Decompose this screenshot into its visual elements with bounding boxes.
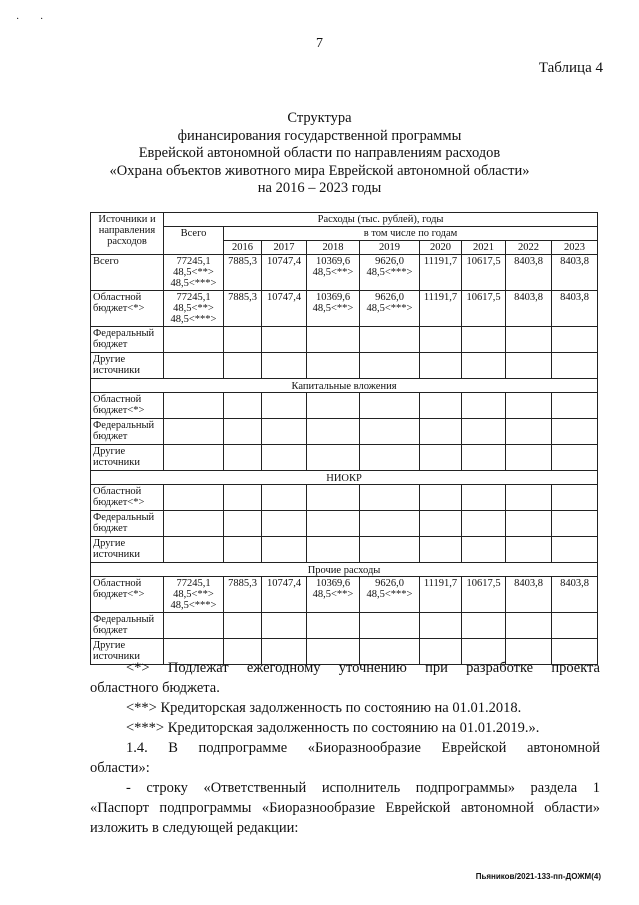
year-value-cell [420, 419, 462, 445]
table-label: Таблица 4 [538, 60, 603, 76]
header-text: расходов [107, 236, 147, 247]
cell-line: 10747,4 [266, 292, 302, 303]
year-value-cell [420, 577, 462, 613]
year-value-cell [462, 291, 506, 327]
cell-line: 48,5<***> [366, 589, 413, 600]
year-header: 2021 [462, 241, 506, 255]
table-row [91, 291, 598, 327]
cell-line: бюджет [93, 625, 128, 636]
total-cell [164, 255, 224, 291]
cell-line: 9626,0 [375, 578, 404, 589]
cell-line: 10369,6 [315, 578, 351, 589]
cell-line: 7885,3 [228, 256, 257, 267]
year-value-cell [360, 255, 420, 291]
year-header: 2018 [307, 241, 360, 255]
year-value-cell [224, 419, 262, 445]
cell-line: 48,5<**> [173, 589, 214, 600]
year-value-cell [307, 445, 360, 471]
total-cell [164, 353, 224, 379]
year-value-cell [307, 255, 360, 291]
year-value-cell [360, 511, 420, 537]
year-header: 2020 [420, 241, 462, 255]
cell-line: 11191,7 [423, 256, 458, 267]
cell-line: 11191,7 [423, 578, 458, 589]
year-value-cell [506, 353, 552, 379]
corner-mark: · [40, 14, 44, 25]
table-row [91, 577, 598, 613]
year-value-cell [506, 445, 552, 471]
cell-line: Областной [93, 578, 142, 589]
year-value-cell [224, 537, 262, 563]
cell-line: источники [93, 365, 140, 376]
total-cell [164, 613, 224, 639]
year-value-cell [262, 327, 307, 353]
row-label [91, 353, 164, 379]
row-label [91, 537, 164, 563]
year-value-cell [360, 419, 420, 445]
table-row [91, 327, 598, 353]
table-row [91, 255, 598, 291]
title-line: Еврейской автономной области по направлениям расходов [138, 145, 501, 161]
year-value-cell [506, 291, 552, 327]
cell-line: Федеральный [93, 420, 155, 431]
cell-line: 48,5<***> [366, 267, 413, 278]
notes-block [90, 658, 600, 838]
year-value-cell [262, 393, 307, 419]
year-header: 2023 [552, 241, 598, 255]
header-total: Всего [164, 227, 224, 255]
year-value-cell [360, 537, 420, 563]
title-line: на 2016 – 2023 годы [257, 180, 382, 196]
total-cell [164, 511, 224, 537]
year-value-cell [420, 511, 462, 537]
year-value-cell [224, 255, 262, 291]
year-value-cell [262, 419, 307, 445]
year-header: 2019 [360, 241, 420, 255]
year-value-cell [552, 327, 598, 353]
year-value-cell [462, 537, 506, 563]
section-title: Прочие расходы [91, 563, 598, 577]
section-title: НИОКР [91, 471, 598, 485]
year-value-cell [420, 485, 462, 511]
year-value-cell [506, 393, 552, 419]
year-value-cell [262, 613, 307, 639]
cell-line: 10617,5 [466, 292, 501, 303]
year-value-cell [552, 291, 598, 327]
cell-line: 8403,8 [560, 578, 589, 589]
cell-line: 48,5<**> [173, 303, 214, 314]
cell-line: 7885,3 [228, 578, 257, 589]
year-value-cell [506, 511, 552, 537]
cell-line: 48,5<***> [366, 303, 413, 314]
cell-line: 8403,8 [514, 578, 543, 589]
header-source [91, 213, 164, 255]
year-value-cell [506, 327, 552, 353]
cell-line: 48,5<***> [170, 600, 217, 611]
cell-line: бюджет [93, 339, 128, 350]
year-value-cell [552, 613, 598, 639]
row-label [91, 255, 164, 291]
table-row [91, 353, 598, 379]
year-value-cell [552, 445, 598, 471]
cell-line: источники [93, 651, 140, 662]
cell-line: 11191,7 [423, 292, 458, 303]
row-label [91, 327, 164, 353]
cell-line: источники [93, 549, 140, 560]
paragraph-text: области»: [90, 760, 150, 776]
year-header: 2016 [224, 241, 262, 255]
paragraph-text: «Паспорт подпрограммы «Биоразнообразие Еврейской автономной области» [90, 800, 600, 816]
year-value-cell [420, 353, 462, 379]
year-value-cell [224, 353, 262, 379]
row-label [91, 613, 164, 639]
header-text: Источники и [98, 214, 156, 225]
paragraph-text: - строку «Ответственный исполнитель подпрограммы» раздела 1 [126, 780, 600, 796]
cell-line: 9626,0 [375, 292, 404, 303]
table-row [91, 511, 598, 537]
year-value-cell [262, 353, 307, 379]
year-value-cell [552, 419, 598, 445]
cell-line: 48,5<**> [312, 267, 354, 278]
cell-line: Областной [93, 394, 142, 405]
note-text: <**> Кредиторская задолженность по состоянию на 01.01.2018. [126, 700, 522, 716]
year-value-cell [420, 393, 462, 419]
year-value-cell [307, 327, 360, 353]
year-value-cell [262, 537, 307, 563]
note-text: <***> Кредиторская задолженность по состоянию на 01.01.2019.». [126, 720, 540, 736]
year-value-cell [506, 537, 552, 563]
table-row [91, 613, 598, 639]
total-cell [164, 445, 224, 471]
year-value-cell [420, 537, 462, 563]
cell-line: 10369,6 [315, 256, 351, 267]
year-value-cell [552, 255, 598, 291]
total-cell [164, 327, 224, 353]
cell-line: 10617,5 [466, 256, 501, 267]
year-value-cell [307, 613, 360, 639]
cell-line: 10369,6 [315, 292, 351, 303]
year-value-cell [262, 291, 307, 327]
cell-line: Другие [93, 354, 126, 365]
cell-line: 48,5<**> [173, 267, 214, 278]
cell-line: 8403,8 [560, 292, 589, 303]
year-value-cell [360, 353, 420, 379]
cell-line: 10747,4 [266, 256, 302, 267]
cell-line: Всего [93, 256, 119, 267]
year-value-cell [360, 291, 420, 327]
year-value-cell [420, 445, 462, 471]
cell-line: Областной [93, 486, 142, 497]
cell-line: бюджет<*> [93, 497, 145, 508]
year-value-cell [224, 511, 262, 537]
year-value-cell [307, 537, 360, 563]
table-row [91, 445, 598, 471]
year-value-cell [360, 485, 420, 511]
year-value-cell [307, 577, 360, 613]
year-value-cell [506, 613, 552, 639]
corner-mark: · [16, 14, 20, 25]
cell-line: бюджет<*> [93, 303, 145, 314]
cell-line: Другие [93, 640, 126, 651]
year-value-cell [307, 353, 360, 379]
year-value-cell [462, 577, 506, 613]
total-cell [164, 393, 224, 419]
table-row [91, 537, 598, 563]
year-value-cell [360, 577, 420, 613]
year-value-cell [420, 613, 462, 639]
year-value-cell [262, 485, 307, 511]
cell-line: Областной [93, 292, 142, 303]
year-value-cell [462, 327, 506, 353]
year-value-cell [307, 393, 360, 419]
cell-line: 48,5<***> [170, 314, 217, 325]
year-value-cell [552, 577, 598, 613]
financing-table [90, 212, 598, 665]
cell-line: 77245,1 [176, 292, 211, 303]
year-value-cell [307, 419, 360, 445]
year-value-cell [462, 485, 506, 511]
document-code: Пьяников/2021-133-пп-ДОЖМ(4) [475, 872, 601, 881]
row-label [91, 445, 164, 471]
cell-line: 8403,8 [560, 256, 589, 267]
year-value-cell [462, 255, 506, 291]
row-label [91, 419, 164, 445]
note-text: областного бюджета. [90, 680, 220, 696]
year-value-cell [462, 613, 506, 639]
section-title-row [91, 379, 598, 393]
section-title-row [91, 563, 598, 577]
year-value-cell [224, 393, 262, 419]
table-row [91, 419, 598, 445]
year-value-cell [307, 291, 360, 327]
cell-line: 48,5<**> [312, 303, 354, 314]
cell-line: бюджет [93, 523, 128, 534]
cell-line: 77245,1 [176, 578, 211, 589]
year-value-cell [552, 537, 598, 563]
year-value-cell [262, 445, 307, 471]
cell-line: Федеральный [93, 614, 155, 625]
year-value-cell [262, 255, 307, 291]
cell-line: 77245,1 [176, 256, 211, 267]
title-line: Структура [287, 110, 352, 126]
year-value-cell [224, 291, 262, 327]
year-value-cell [420, 291, 462, 327]
row-label [91, 291, 164, 327]
year-value-cell [224, 577, 262, 613]
cell-line: Федеральный [93, 512, 155, 523]
year-value-cell [224, 327, 262, 353]
title-line: «Охрана объектов животного мира Еврейской автономной области» [109, 162, 530, 179]
year-value-cell [224, 485, 262, 511]
header-expenses: Расходы (тыс. рублей), годы [164, 213, 598, 227]
paragraph-text: изложить в следующей редакции: [90, 820, 299, 836]
cell-line: бюджет<*> [93, 589, 145, 600]
year-value-cell [462, 353, 506, 379]
year-value-cell [307, 485, 360, 511]
cell-line: 8403,8 [514, 292, 543, 303]
header-by-year: в том числе по годам [224, 227, 598, 241]
year-value-cell [262, 577, 307, 613]
row-label [91, 577, 164, 613]
row-label [91, 393, 164, 419]
total-cell [164, 419, 224, 445]
year-value-cell [506, 255, 552, 291]
year-value-cell [462, 419, 506, 445]
year-value-cell [552, 393, 598, 419]
year-value-cell [224, 613, 262, 639]
header-text: направления [98, 225, 156, 236]
year-value-cell [420, 255, 462, 291]
cell-line: Другие [93, 538, 126, 549]
year-value-cell [506, 577, 552, 613]
page-number: 7 [316, 36, 323, 51]
cell-line: источники [93, 457, 140, 468]
title-line: финансирования государственной программы [177, 127, 462, 144]
cell-line: 48,5<***> [170, 278, 217, 289]
section-title: Капитальные вложения [91, 379, 598, 393]
table-row [91, 393, 598, 419]
year-value-cell [420, 327, 462, 353]
cell-line: 10747,4 [266, 578, 302, 589]
section-title-row [91, 471, 598, 485]
cell-line: 8403,8 [514, 256, 543, 267]
cell-line: 48,5<**> [312, 589, 354, 600]
document-title [0, 110, 639, 198]
year-header: 2017 [262, 241, 307, 255]
year-value-cell [506, 419, 552, 445]
cell-line: бюджет<*> [93, 405, 145, 416]
year-value-cell [360, 445, 420, 471]
year-value-cell [360, 393, 420, 419]
year-value-cell [462, 445, 506, 471]
year-value-cell [224, 445, 262, 471]
total-cell [164, 577, 224, 613]
year-value-cell [552, 353, 598, 379]
note-text: <*> Подлежат ежегодному уточнению при разработке проекта [126, 660, 600, 676]
year-value-cell [462, 511, 506, 537]
year-value-cell [360, 327, 420, 353]
cell-line: Другие [93, 446, 126, 457]
year-header: 2022 [506, 241, 552, 255]
year-value-cell [552, 485, 598, 511]
row-label [91, 511, 164, 537]
year-value-cell [506, 485, 552, 511]
cell-line: 7885,3 [228, 292, 257, 303]
row-label [91, 485, 164, 511]
year-value-cell [262, 511, 307, 537]
paragraph-text: 1.4. В подпрограмме «Биоразнообразие Еврейской автономной [126, 740, 600, 756]
year-value-cell [462, 393, 506, 419]
total-cell [164, 291, 224, 327]
year-value-cell [552, 511, 598, 537]
total-cell [164, 537, 224, 563]
cell-line: Федеральный [93, 328, 155, 339]
total-cell [164, 485, 224, 511]
year-value-cell [360, 613, 420, 639]
cell-line: бюджет [93, 431, 128, 442]
cell-line: 10617,5 [466, 578, 501, 589]
year-value-cell [307, 511, 360, 537]
table-row [91, 485, 598, 511]
cell-line: 9626,0 [375, 256, 404, 267]
